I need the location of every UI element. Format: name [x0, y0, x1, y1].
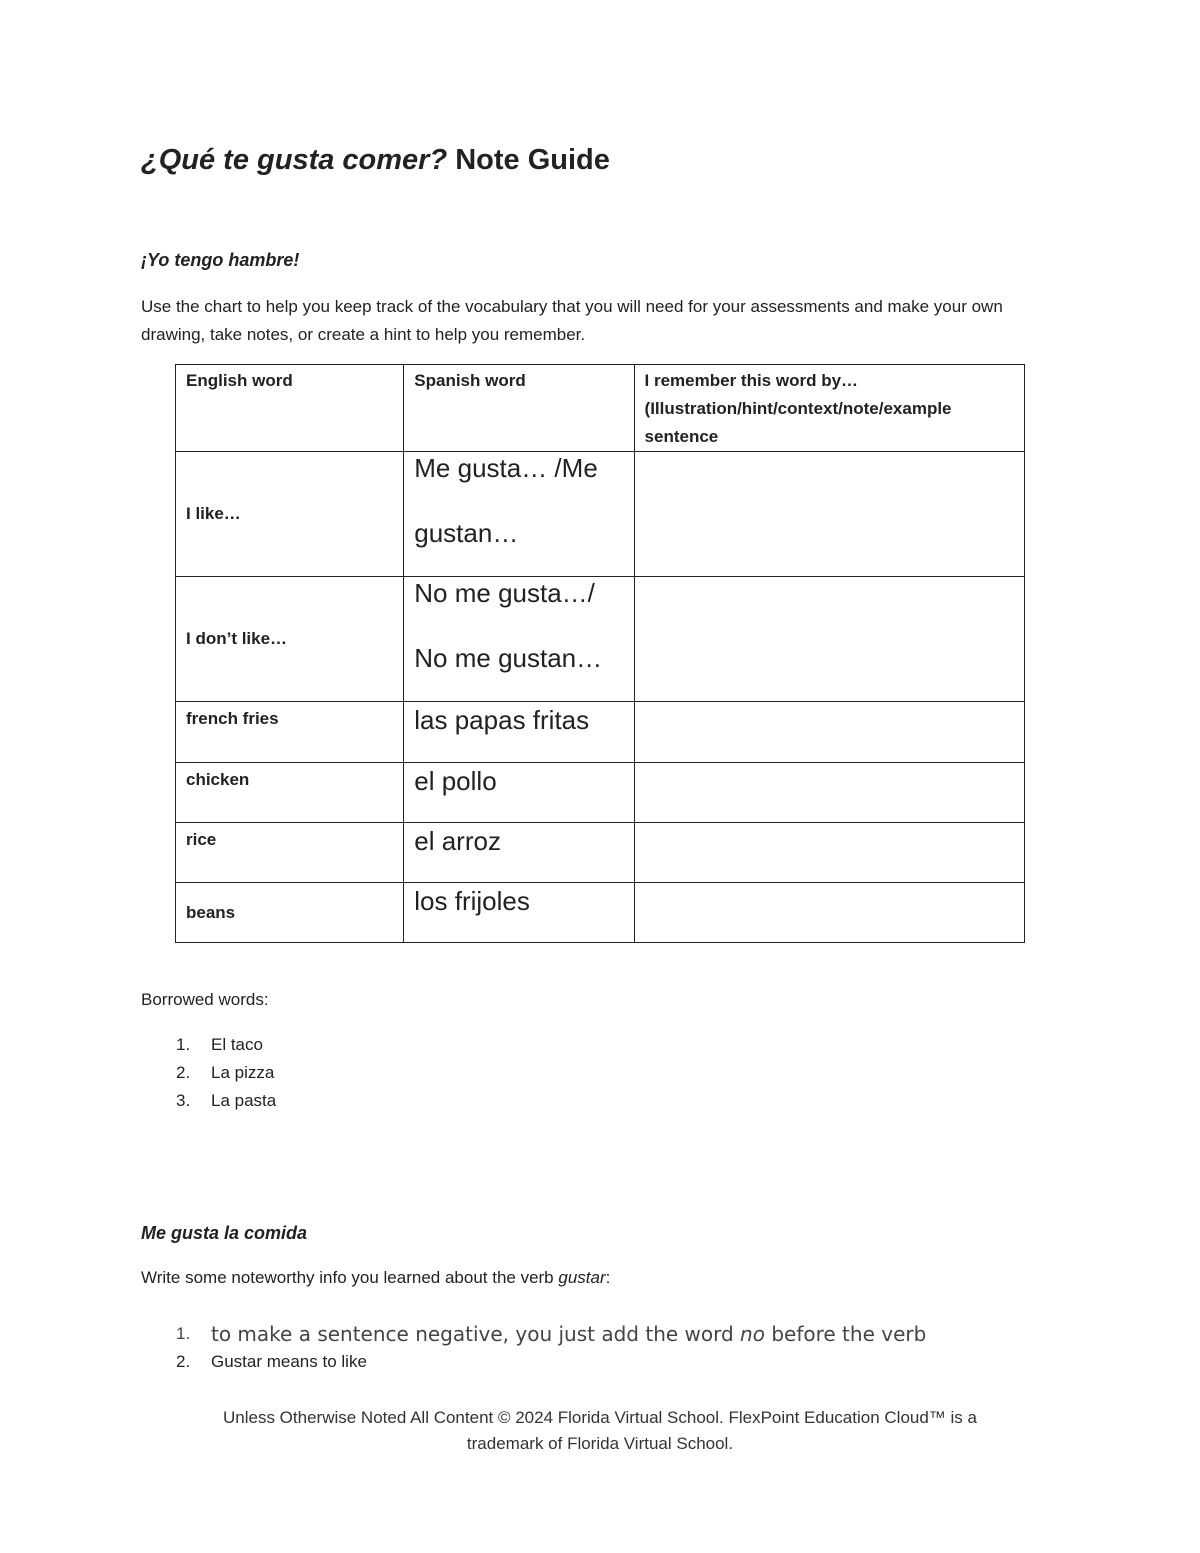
table-row [176, 577, 1025, 702]
prompt-verb: gustar [558, 1268, 606, 1287]
list-item [141, 1031, 276, 1059]
title-normal: Note Guide [447, 144, 610, 176]
page-footer [141, 1405, 1059, 1457]
list-number: 3. [176, 1091, 191, 1110]
spanish-word: el arroz [404, 823, 634, 883]
table-row [176, 823, 1025, 883]
note-text-after: before the verb [764, 1322, 927, 1346]
spanish-word-line2: gustan… [414, 518, 519, 548]
title-italic: ¿Qué te gusta comer? [141, 144, 448, 176]
table-row [176, 452, 1025, 577]
vocabulary-table [175, 364, 1025, 943]
english-word: rice [176, 823, 404, 883]
note-text-em: no [740, 1322, 765, 1346]
english-word: I like… [176, 452, 404, 577]
english-word: chicken [176, 763, 404, 823]
header-remember: I remember this word by…(Illustration/hint/context/note/example sentence [634, 365, 1024, 452]
list-text: La pizza [211, 1063, 275, 1082]
footer-line2: trademark of Florida Virtual School. [466, 1434, 734, 1453]
spanish-word-line2: No me gustan… [414, 643, 603, 673]
list-item [141, 1059, 276, 1087]
spanish-word [404, 577, 634, 702]
table-header-row [176, 365, 1025, 452]
list-item [141, 1348, 926, 1376]
list-number: 2. [176, 1352, 191, 1371]
table-row [176, 763, 1025, 823]
spanish-word: los frijoles [404, 883, 634, 943]
section-heading-comida: Me gusta la comida [141, 1223, 308, 1243]
table-row [176, 702, 1025, 763]
section-heading-hambre: ¡Yo tengo hambre! [141, 250, 300, 270]
note-text-before: to make a sentence negative, you just add the word [211, 1322, 741, 1346]
list-number: 1. [176, 1035, 191, 1054]
spanish-word-line1: Me gusta… /Me [414, 453, 598, 483]
remember-cell[interactable] [634, 452, 1024, 577]
list-text: Gustar means to like [211, 1352, 367, 1371]
spanish-word: las papas fritas [404, 702, 634, 763]
list-item [141, 1087, 276, 1115]
header-english: English word [176, 365, 404, 452]
instructions-text: Use the chart to help you keep track of the vocabulary that you will need for your assessments and make your own drawing, take notes, or create a hint to help you remember. [141, 297, 1003, 344]
list-number: 2. [176, 1063, 191, 1082]
prompt-before: Write some noteworthy info you learned about the verb [141, 1268, 559, 1287]
list-item [141, 1320, 926, 1348]
prompt-after: : [605, 1268, 611, 1287]
english-word: beans [176, 883, 404, 943]
borrowed-words-label: Borrowed words: [141, 990, 269, 1009]
borrowed-words-list [141, 1031, 276, 1115]
remember-cell[interactable] [634, 823, 1024, 883]
spanish-word [404, 452, 634, 577]
remember-cell[interactable] [634, 577, 1024, 702]
spanish-word: el pollo [404, 763, 634, 823]
english-word: I don’t like… [176, 577, 404, 702]
english-word: french fries [176, 702, 404, 763]
list-text: El taco [211, 1035, 263, 1054]
table-row [176, 883, 1025, 943]
remember-cell[interactable] [634, 702, 1024, 763]
header-spanish: Spanish word [404, 365, 634, 452]
page-title [141, 144, 610, 177]
remember-cell[interactable] [634, 763, 1024, 823]
list-text: La pasta [211, 1091, 277, 1110]
spanish-word-line1: No me gusta…/ [414, 578, 595, 608]
footer-line1: Unless Otherwise Noted All Content © 2024 Florida Virtual School. FlexPoint Education Cloud™ is a [223, 1408, 977, 1427]
gustar-notes-list [141, 1320, 926, 1376]
gustar-prompt [141, 1264, 1041, 1292]
remember-cell[interactable] [634, 883, 1024, 943]
list-number: 1. [176, 1324, 191, 1343]
